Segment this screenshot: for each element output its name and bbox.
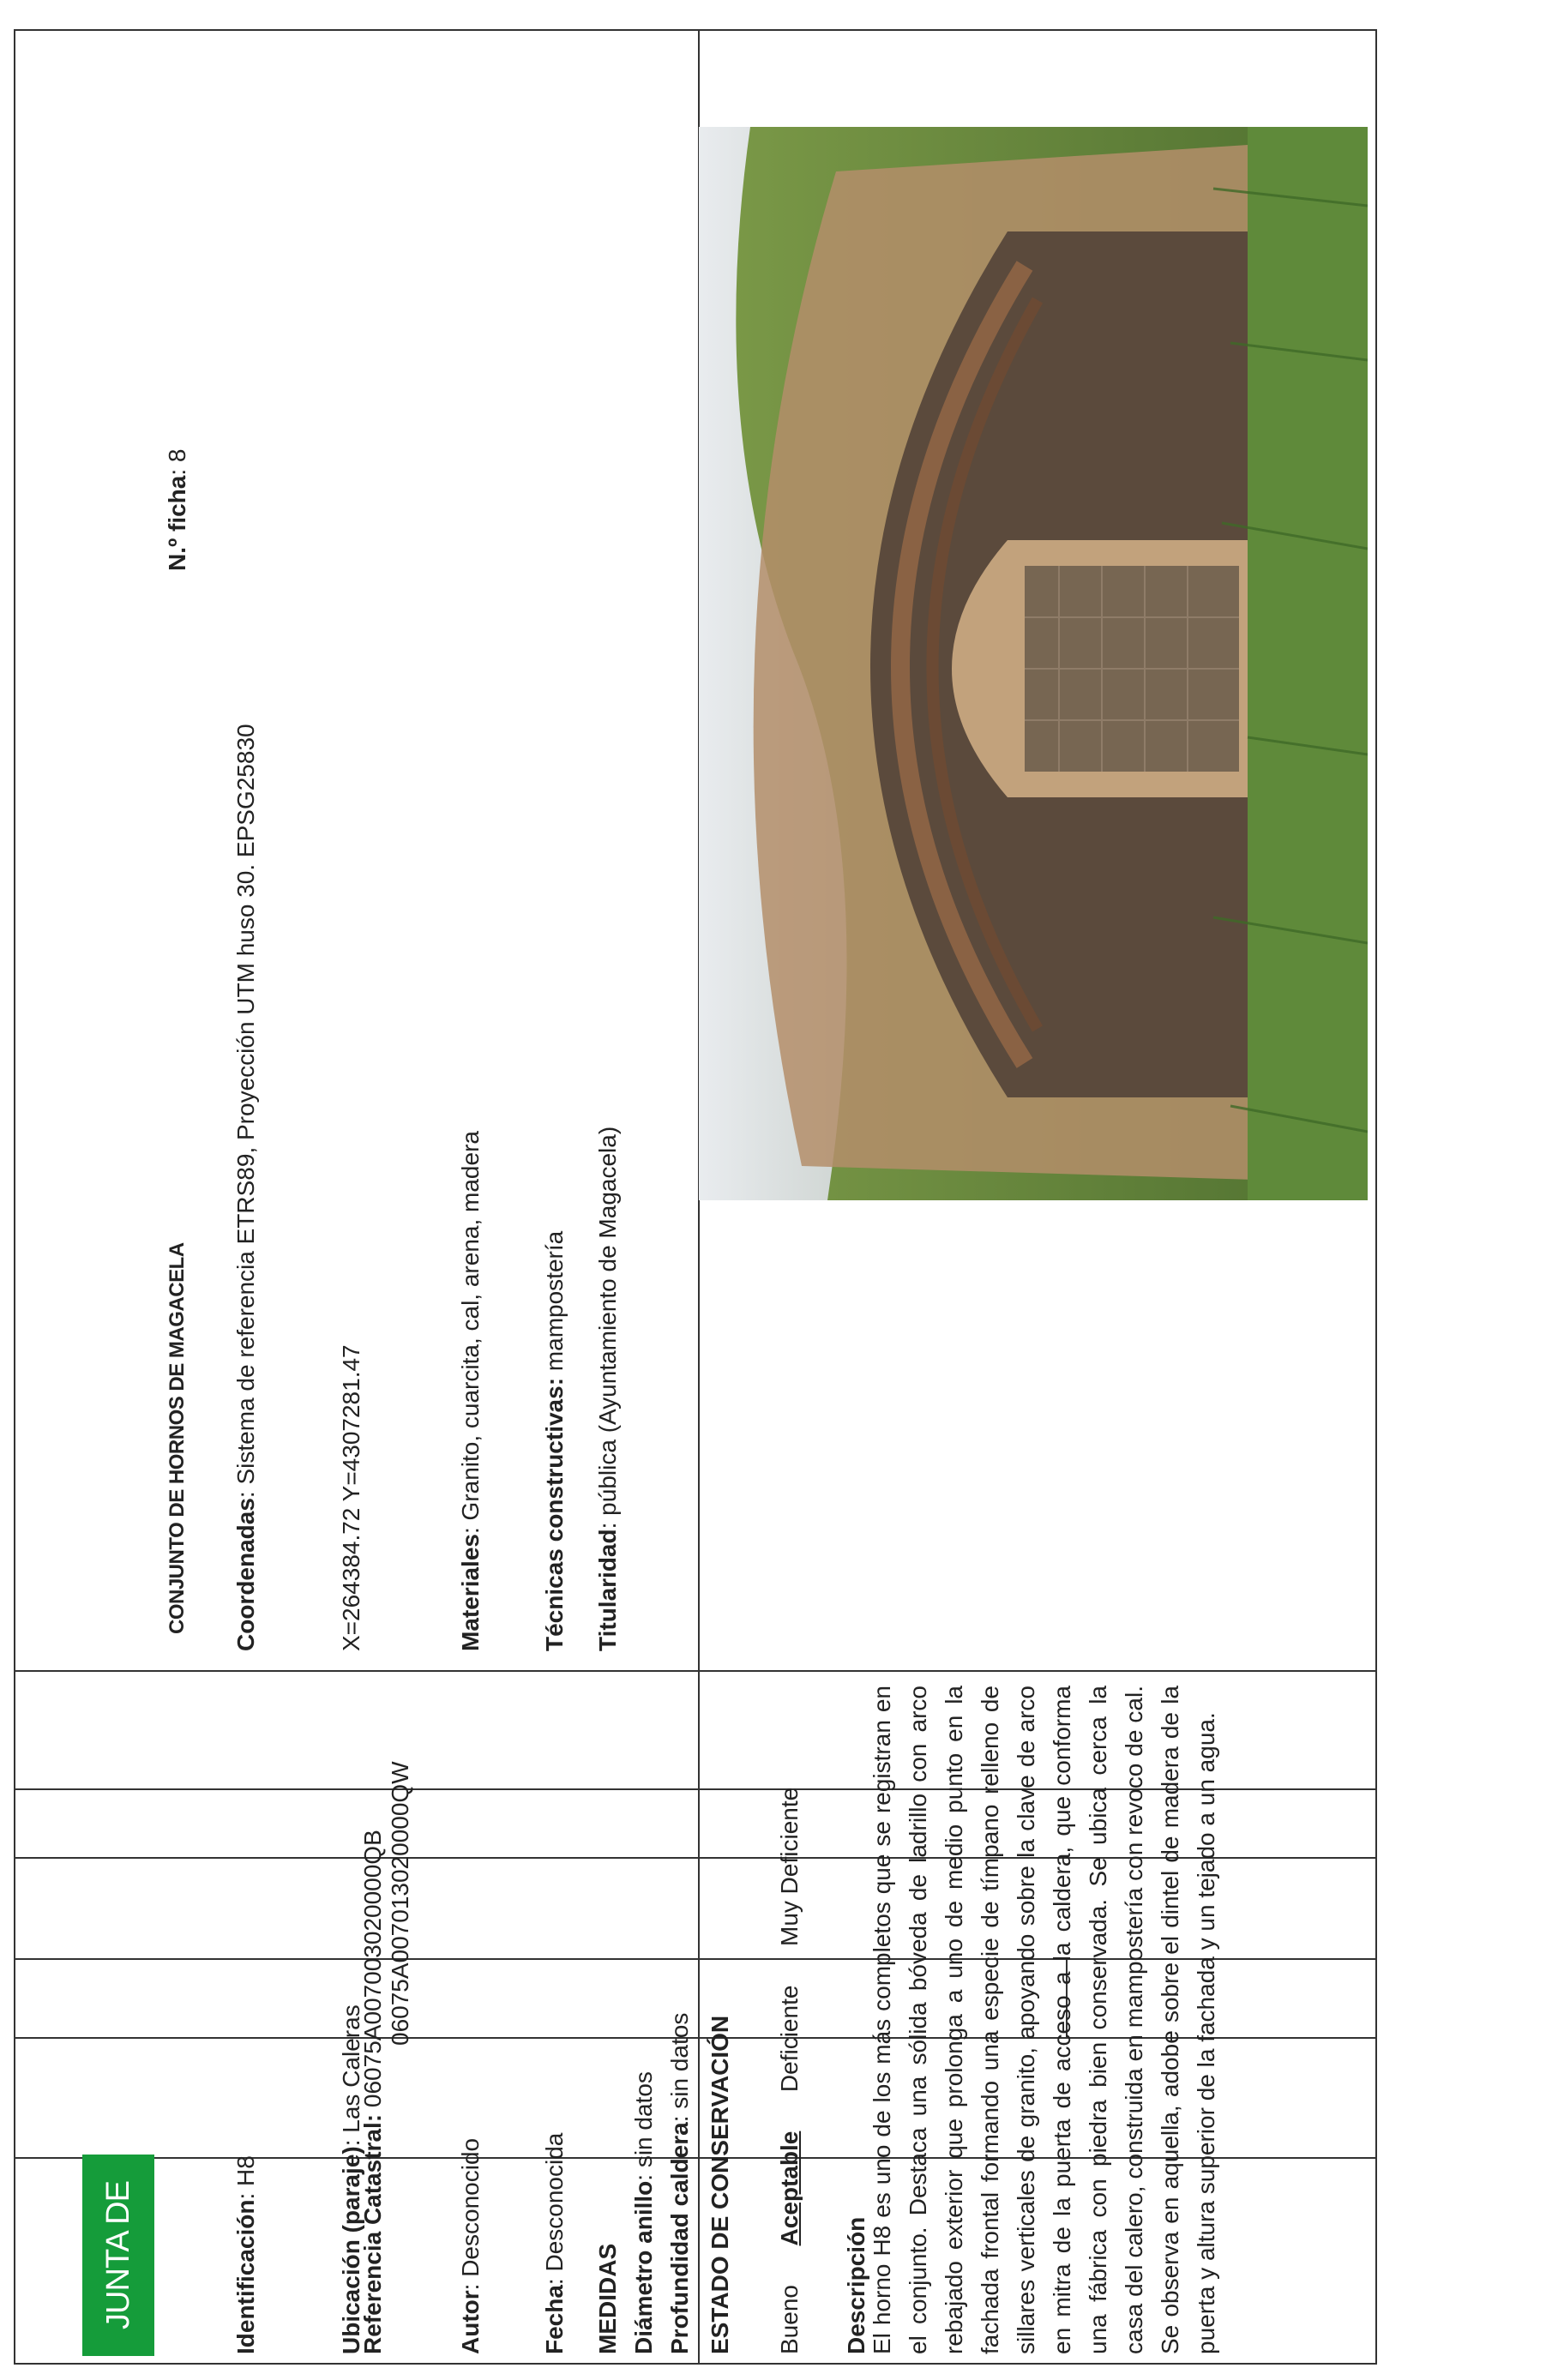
estado-title-text: ESTADO DE CONSERVACIÓN (707, 2015, 733, 2354)
autor-field (456, 2138, 485, 2354)
referencia-field (358, 1830, 388, 2354)
diametro-field (629, 2071, 659, 2354)
identificacion-field (232, 2155, 261, 2354)
diametro-value: : sin datos (630, 2071, 657, 2181)
estado-options (775, 1788, 804, 2354)
tecnicas-value: mampostería (541, 1230, 568, 1378)
junta-logo: JUNTA DE EXTREMADURA (82, 2155, 154, 2356)
estado-option-aceptable: Aceptable (776, 2131, 803, 2246)
estado-option-bueno: Bueno (776, 2285, 803, 2354)
tecnicas-field (540, 1231, 569, 1651)
autor-label: Autor (457, 2290, 484, 2354)
kiln-photo-illustration (699, 127, 1368, 1200)
estado-option-deficiente: Deficiente (776, 1985, 803, 2093)
ubicacion-value: : Las Caleras (338, 2004, 364, 2147)
ubicacion-label: Ubicación (paraje) (338, 2146, 364, 2354)
ficha-number (163, 449, 192, 572)
profundidad-field (665, 2013, 695, 2354)
titularidad-field (593, 1127, 623, 1651)
referencia-value-2: 06075A007013020000QW (387, 1761, 413, 2046)
coordinates-xy: X=264384.72 Y=4307281.47 (338, 1344, 364, 1651)
fecha-value: : Desconocida (541, 2132, 568, 2286)
tecnicas-label: Técnicas constructivas: (541, 1377, 568, 1651)
titularidad-value: : pública (Ayuntamiento de Magacela) (594, 1126, 621, 1530)
descripcion-title-text: Descripción (843, 2216, 869, 2354)
medidas-title (593, 2244, 623, 2354)
ficha-value: : 8 (164, 448, 190, 476)
materiales-field (456, 1131, 485, 1651)
descripcion-text: El horno H8 es uno de los más completos que se registran en el conjunto. Destaca una sólida bóveda de ladrillo con arco rebajado exterior que prolonga a uno de medio punto en la fachada frontal formando una especie de tímpano relleno de sillares verticales de granito, apoyando sobre la clave de arco en mitra de la puerta de acceso a la caldera, que conforma una fábrica con piedra bien conservada. Se ubica cerca la casa del calero, construida en mampostería con revoco de cal. Se observa en aquella, adobe sobre el dintel de madera de la puerta y altura superior de la fachada y un tejado a un agua. (869, 1686, 1219, 2354)
identificacion-value: : H8 (232, 2155, 259, 2200)
fecha-label: Fecha (541, 2285, 568, 2354)
referencia-label: Referencia Catastral: (359, 2113, 386, 2354)
profundidad-label: Profundidad caldera (666, 2122, 693, 2354)
coordenadas-value: : Sistema de referencia ETRS89, Proyección UTM huso 30. EPSG25830 (232, 724, 259, 1499)
document-subtitle: CONJUNTO DE HORNOS DE MAGACELA (165, 1242, 189, 1634)
column-divider (15, 1670, 1375, 1672)
diametro-label: Diámetro anillo (630, 2180, 657, 2354)
medidas-title-text: MEDIDAS (594, 2243, 621, 2354)
kiln-photo (699, 127, 1368, 1200)
row-divider (698, 1672, 700, 2363)
materiales-value: : Granito, cuarcita, cal, arena, madera (457, 1131, 484, 1535)
referencia-value-1: 06075A007003020000QB (359, 1830, 386, 2114)
record-card (14, 29, 1377, 2365)
autor-value: : Desconocido (457, 2137, 484, 2291)
materiales-label: Materiales (457, 1534, 484, 1651)
coordenadas-field (232, 724, 261, 1651)
coordenadas-label: Coordenadas (232, 1498, 259, 1651)
identificacion-label: Identificación (232, 2199, 259, 2354)
estado-option-muy-deficiente: Muy Deficiente (776, 1787, 803, 1946)
fecha-field (540, 2133, 569, 2354)
profundidad-value: : sin datos (666, 2012, 693, 2123)
titularidad-label: Titularidad (594, 1529, 621, 1651)
estado-title (706, 2016, 735, 2354)
ficha-label: N.º ficha (164, 475, 190, 571)
